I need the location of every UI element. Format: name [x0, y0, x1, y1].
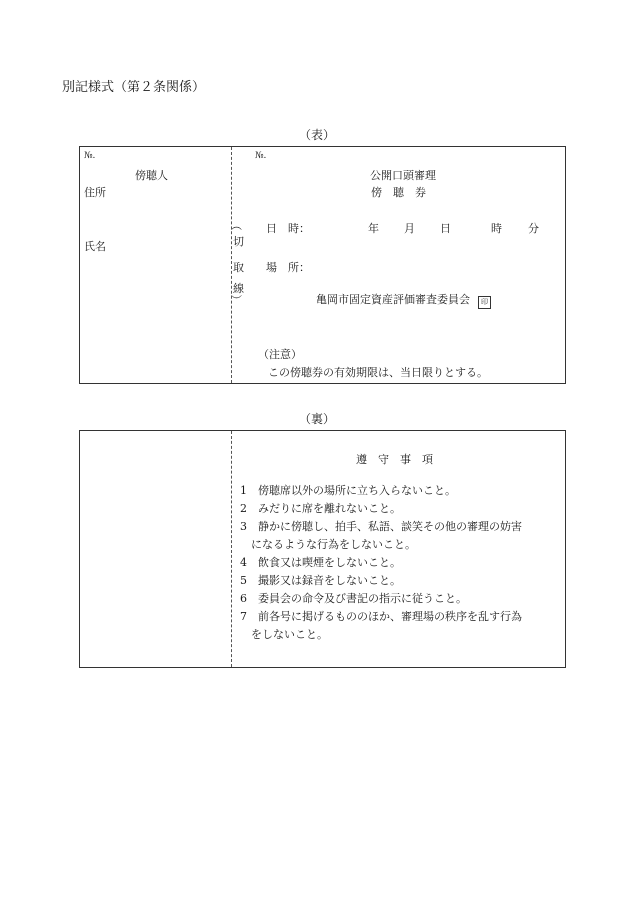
cut-line-bracket-open: ︵ [231, 219, 242, 232]
cut-line-bracket-close: ︶ [231, 294, 242, 307]
rule-line: になるような行為をしないこと。 [240, 538, 416, 551]
rule-line: 3 静かに傍聴し、拍手、私語、談笑その他の審理の妨害 [240, 520, 522, 533]
back-cut-line [231, 431, 232, 667]
ticket-number: №. [255, 151, 267, 161]
rule-line: 7 前各号に掲げるもののほか、審理場の秩序を乱す行為 [240, 610, 522, 623]
datetime-minute: 分 [528, 222, 539, 235]
cut-line-char-2: 取 [233, 261, 244, 274]
cut-line [231, 147, 232, 383]
rule-line: 1 傍聴席以外の場所に立ち入らないこと。 [240, 484, 456, 497]
datetime-year: 年 [368, 222, 379, 235]
stub-title: 傍聴人 [135, 169, 168, 182]
issuer-line [316, 294, 491, 309]
place-label: 場 所： [266, 261, 310, 274]
back-heading: （裏） [299, 412, 336, 426]
stub-number: №. [84, 151, 96, 161]
datetime-month: 月 [404, 222, 415, 235]
rule-line: をしないこと。 [240, 628, 328, 641]
ticket-title-line2: 傍 聴 券 [371, 186, 426, 199]
cut-line-char-3: 線 [233, 282, 244, 295]
stub-name-label: 氏名 [84, 240, 106, 253]
cut-line-char-1: 切 [233, 235, 244, 248]
document-header: 別記様式（第２条関係） [62, 80, 206, 95]
datetime-label: 日 時： [266, 222, 310, 235]
note-heading: （注意） [258, 348, 302, 361]
datetime-day: 日 [440, 222, 451, 235]
rule-line: 4 飲食又は喫煙をしないこと。 [240, 556, 401, 569]
rules-title: 遵 守 事 項 [356, 453, 433, 466]
rule-line: 2 みだりに席を離れないこと。 [240, 502, 401, 515]
issuer-name: 亀岡市固定資産評価審査委員会 [316, 293, 470, 306]
datetime-hour: 時 [491, 222, 502, 235]
rule-line: 6 委員会の命令及び書記の指示に従うこと。 [240, 592, 467, 605]
ticket-title-line1: 公開口頭審理 [370, 169, 436, 182]
rule-line: 5 撮影又は録音をしないこと。 [240, 574, 401, 587]
seal-mark: 印 [478, 296, 491, 309]
note-text: この傍聴券の有効期限は、当日限りとする。 [268, 366, 488, 379]
stub-address-label: 住所 [84, 186, 106, 199]
front-heading: （表） [299, 128, 336, 142]
